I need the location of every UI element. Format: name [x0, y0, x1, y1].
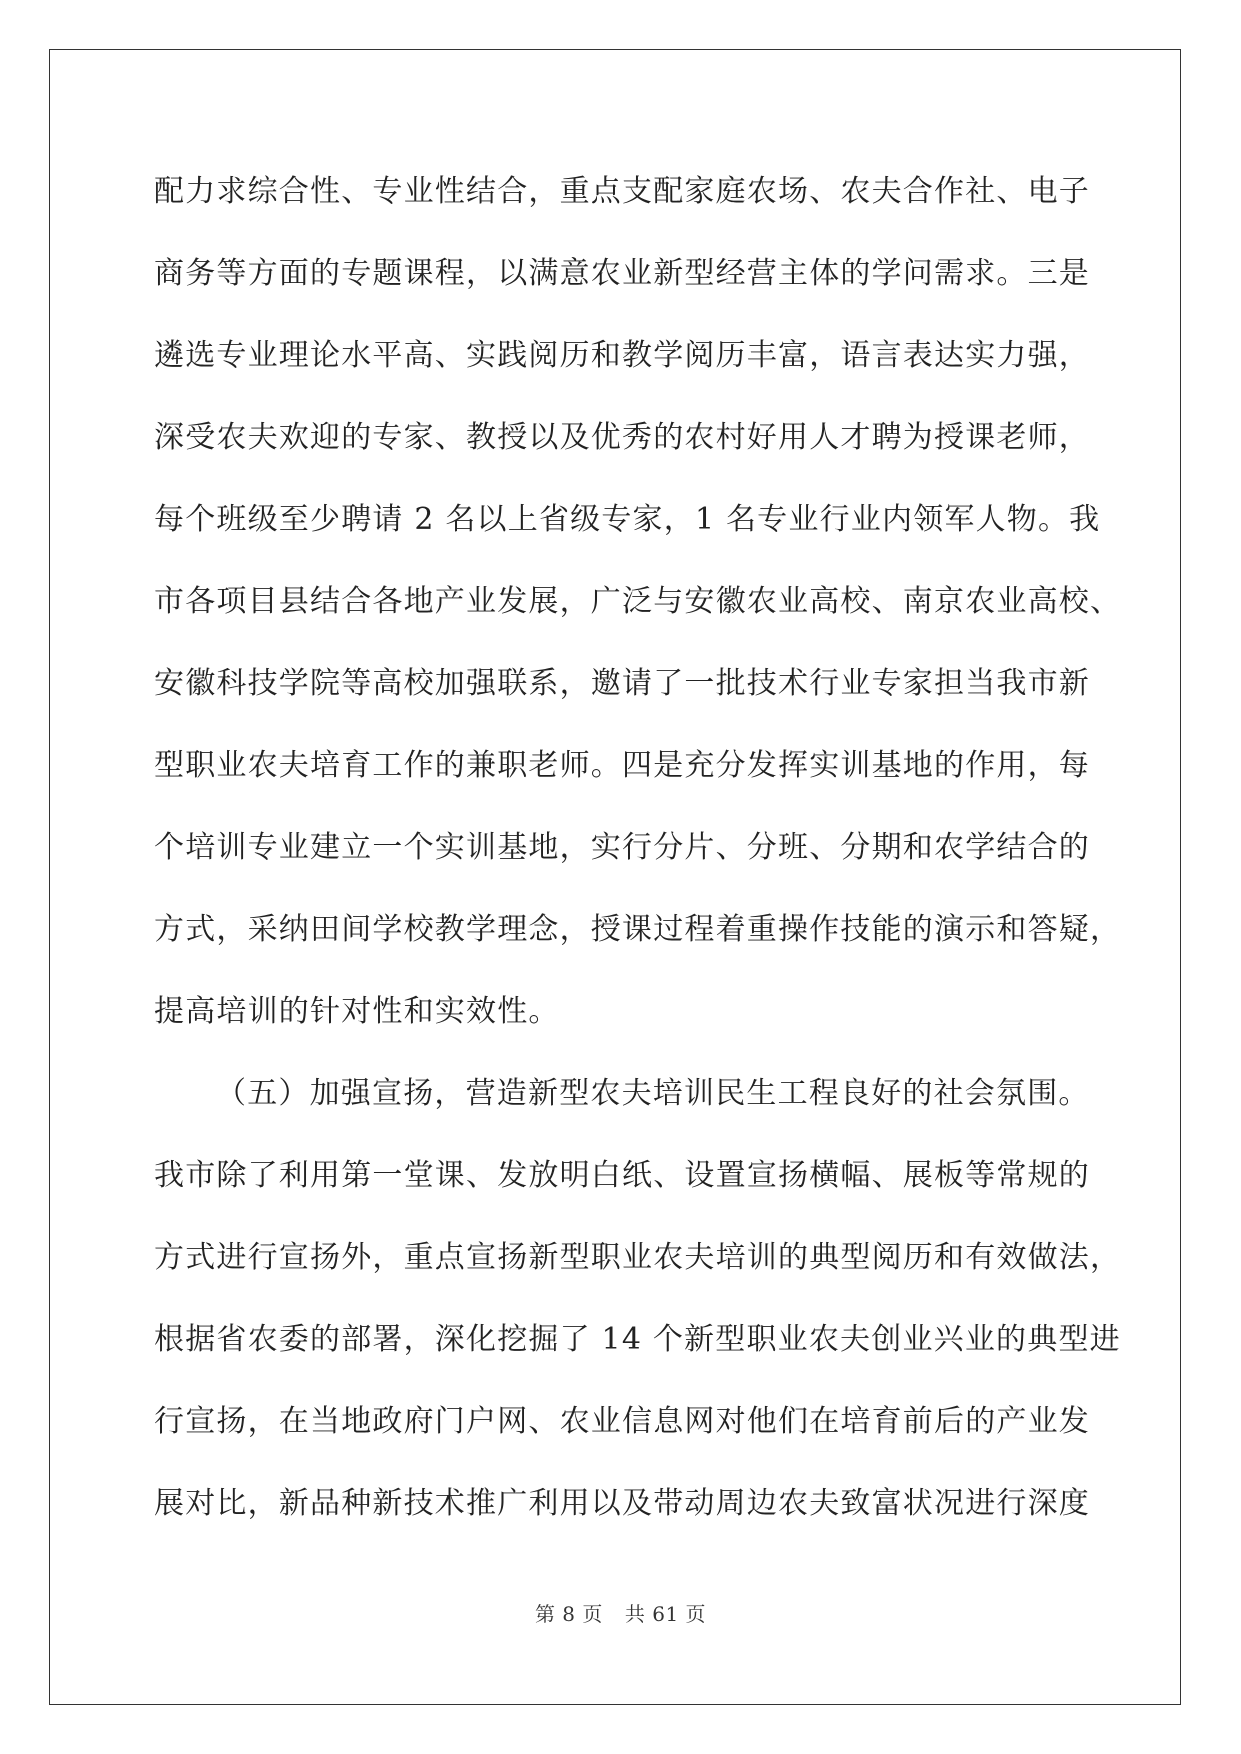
text-line: 型职业农夫培育工作的兼职老师。四是充分发挥实训基地的作用，每	[154, 748, 1090, 783]
text-line: 方式进行宣扬外，重点宣扬新型职业农夫培训的典型阅历和有效做法，	[154, 1240, 1122, 1275]
section-heading-line: （五）加强宣扬，营造新型农夫培训民生工程良好的社会氛围。	[216, 1076, 1090, 1111]
text-line: 商务等方面的专题课程，以满意农业新型经营主体的学问需求。三是	[154, 256, 1090, 291]
page-footer	[0, 1598, 1241, 1627]
text-line: 我市除了利用第一堂课、发放明白纸、设置宣扬横幅、展板等常规的	[154, 1158, 1090, 1193]
text-line: 方式，采纳田间学校教学理念，授课过程着重操作技能的演示和答疑，	[154, 912, 1122, 947]
text-line: 个培训专业建立一个实训基地，实行分片、分班、分期和农学结合的	[154, 830, 1090, 865]
text-line: 遴选专业理论水平高、实践阅历和教学阅历丰富，语言表达实力强，	[154, 338, 1090, 373]
document-body	[154, 160, 1122, 1554]
text-line: 市各项目县结合各地产业发展，广泛与安徽农业高校、南京农业高校、	[154, 584, 1122, 619]
text-line: 安徽科技学院等高校加强联系，邀请了一批技术行业专家担当我市新	[154, 666, 1090, 701]
text-line: 根据省农委的部署，深化挖掘了 14 个新型职业农夫创业兴业的典型进	[154, 1322, 1121, 1357]
text-line: 展对比，新品种新技术推广利用以及带动周边农夫致富状况进行深度	[154, 1486, 1090, 1521]
page-number: 第 8 页	[534, 1602, 603, 1626]
page-total: 共 61 页	[624, 1602, 707, 1626]
text-line: 提高培训的针对性和实效性。	[154, 994, 560, 1029]
text-line: 行宣扬，在当地政府门户网、农业信息网对他们在培育前后的产业发	[154, 1404, 1090, 1439]
text-line: 配力求综合性、专业性结合，重点支配家庭农场、农夫合作社、电子	[154, 174, 1090, 209]
text-line: 每个班级至少聘请 2 名以上省级专家，1 名专业行业内领军人物。我	[154, 502, 1101, 537]
text-line: 深受农夫欢迎的专家、教授以及优秀的农村好用人才聘为授课老师，	[154, 420, 1090, 455]
